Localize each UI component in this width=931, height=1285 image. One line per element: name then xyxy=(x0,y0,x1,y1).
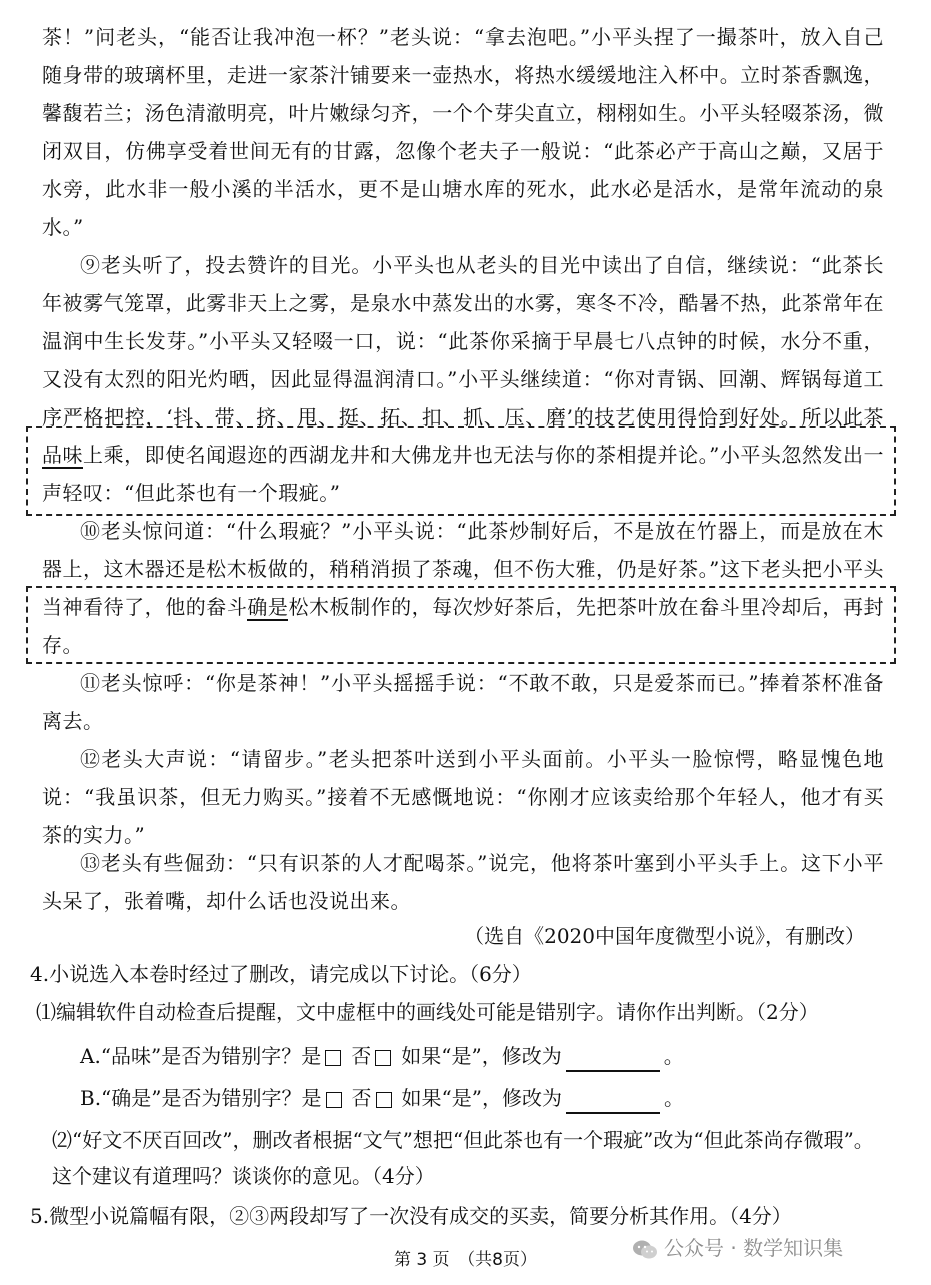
paragraph-continued: 茶！”问老头，“能否让我冲泡一杯？”老头说：“拿去泡吧。”小平头捏了一撮茶叶，放入自己随身带的玻璃杯里，走进一家茶汁铺要来一壶热水，将热水缓缓地注入杯中。立时茶香飘逸，馨馥若兰；汤色清澈明亮，叶片嫩绿匀齐，一个个芽尖直立，栩栩如生。小平头轻啜茶汤，微闭双目，仿佛享受着世间无有的甘露，忽像个老夫子一般说：“此茶必产于高山之巅，又居于水旁，此水非一般小溪的半活水，更不是山塘水库的死水，此水必是活水，是常年流动的泉水。” xyxy=(42,25,884,239)
question-4-1: ⑴编辑软件自动检查后提醒，文中虚框中的画线处可能是错别字。请你作出判断。（2分） xyxy=(36,1000,819,1024)
paragraph-11: ⑪老头惊呼：“你是茶神！”小平头摇摇手说：“不敢不敢，只是爱茶而已。”捧着茶杯准备离去。 xyxy=(42,671,884,733)
question-4-1-b: B.“确是”是否为错别字？是 否 如果“是”，修改为 。 xyxy=(80,1082,684,1114)
checkbox-yes-b[interactable] xyxy=(326,1092,342,1108)
paragraph-13: ⑬老头有些倔劲：“只有识茶的人才配喝茶。”说完，他将茶叶塞到小平头手上。这下小平头呆了，张着嘴，却什么话也没说出来。 xyxy=(42,851,884,913)
paragraph-9 xyxy=(42,246,884,512)
checkbox-yes-a[interactable] xyxy=(325,1050,341,1066)
question-4: 4.小说选入本卷时经过了删改，请完成以下讨论。（6分） xyxy=(30,962,532,986)
checkbox-no-b[interactable] xyxy=(376,1092,392,1108)
answer-blank-a[interactable] xyxy=(566,1048,660,1072)
question-4-2: ⑵“好文不厌百回改”，删改者根据“文气”想把“但此茶也有一个瑕疵”改为“但此茶尚存微瑕”。这个建议有道理吗？谈谈你的意见。（4分） xyxy=(52,1128,874,1188)
paragraph-10-text-b: 松木板制作的，每次炒好茶后，先把茶叶放在畚斗里冷却后，再封存。 xyxy=(42,595,885,657)
underlined-word-queshi: 确是 xyxy=(247,595,289,619)
watermark-text: 公众号 · 数学知识集 xyxy=(664,1236,844,1260)
paragraph-10-text-a: ⑩老头惊问道：“什么瑕疵？”小平头说：“此茶炒制好后，不是放在竹器上，而是放在木器上，这木器还是松木板做的，稍稍消损了茶魂，但不伤大雅，仍是好茶。”这下老头把小平头当神看待了，他的畚斗 xyxy=(42,519,884,619)
paragraph-12: ⑫老头大声说：“请留步。”老头把茶叶送到小平头面前。小平头一脸惊愕，略显愧色地说：“我虽识茶，但无力购买。”接着不无感慨地说：“你刚才应该卖给那个年轻人，他才有买茶的实力。” xyxy=(42,747,884,847)
paragraph-9-text-b: 上乘，即使名闻遐迩的西湖龙井和大佛龙井也无法与你的茶相提并论。”小平头忽然发出一声轻叹：“但此茶也有一个瑕疵。” xyxy=(42,443,884,505)
checkbox-no-a[interactable] xyxy=(375,1050,391,1066)
source-citation: （选自《2020中国年度微型小说》，有删改） xyxy=(464,924,865,948)
page-footer: 第 3 页 （共8页） xyxy=(394,1250,537,1270)
question-5: 5.微型小说篇幅有限，②③两段却写了一次没有成交的买卖，简要分析其作用。（4分） xyxy=(30,1204,792,1228)
answer-blank-b[interactable] xyxy=(566,1090,660,1114)
question-4-1-a: A.“品味”是否为错别字？是 否 如果“是”，修改为 。 xyxy=(80,1040,684,1072)
paragraph-10 xyxy=(42,512,884,664)
paragraph-9-text-a: ⑨老头听了，投去赞许的目光。小平头也从老头的目光中读出了自信，继续说：“此茶长年被雾气笼罩，此雾非天上之雾，是泉水中蒸发出的水雾，寒冬不冷，酷暑不热，此茶常年在温润中生长发芽。”小平头又轻啜一口，说：“此茶你采摘于早晨七八点钟的时候，水分不重，又没有太烈的阳光灼晒，因此显得温润清口。”小平头继续道：“你对青锅、回潮、辉锅每道工序严格把控，‘抖、带、挤、甩、挺、拓、扣、抓、压、磨’的技艺使用得恰到好处。所以此茶 xyxy=(42,253,884,429)
underlined-word-pinwei: 品味 xyxy=(42,443,84,467)
